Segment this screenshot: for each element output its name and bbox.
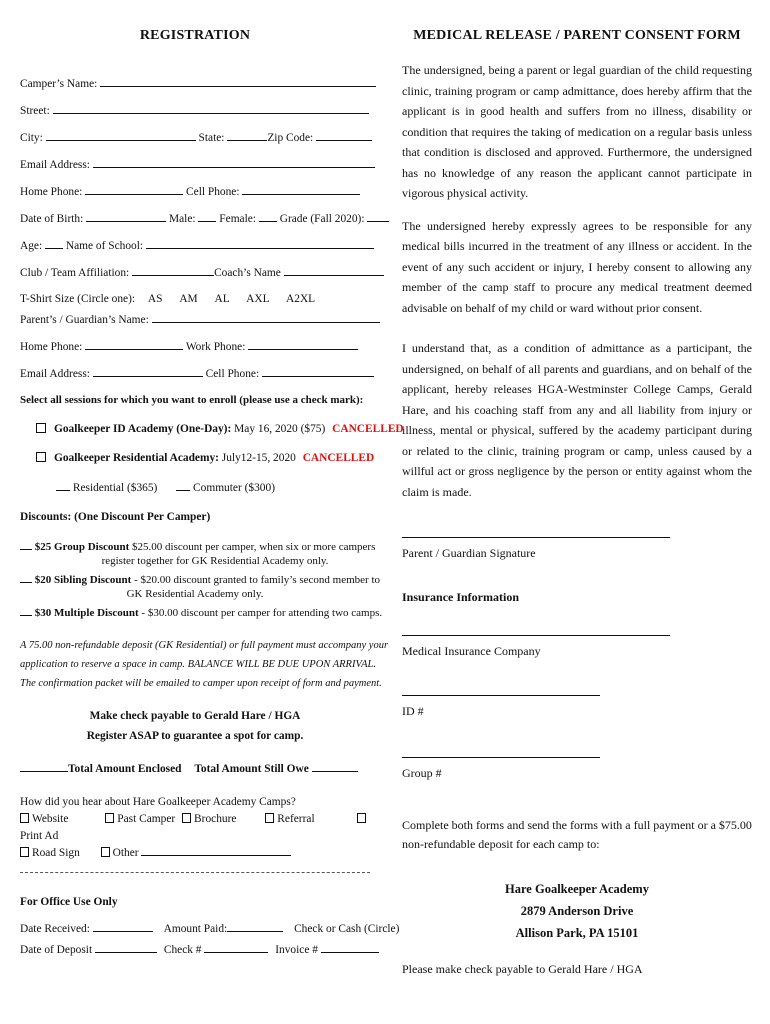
guardian-email-label: Email Address: bbox=[20, 368, 90, 380]
street-label: Street: bbox=[20, 105, 50, 117]
date-received-field[interactable] bbox=[93, 921, 153, 932]
school-field[interactable] bbox=[146, 238, 374, 249]
discount-multiple-row bbox=[20, 605, 383, 620]
session-2-checkbox[interactable] bbox=[36, 452, 46, 462]
office-use-title: For Office Use Only bbox=[20, 896, 118, 908]
date-received-label: Date Received: bbox=[20, 923, 90, 935]
consent-paragraph-1: The undersigned, being a parent or legal guardian of the child requesting clinic, training program or camp admittance, does hereby affirm that the applicant is in good health and suffers from no illness, disability or condition that requires the taking of medication on a regular basis unless that condition is disclosed and approved. Furthermore, the undersigned has no knowledge of any reason the applicant cannot participate in vigorous physical activity. bbox=[402, 63, 752, 200]
session-2-name: Goalkeeper Residential Academy: bbox=[54, 452, 219, 464]
signature-field[interactable] bbox=[402, 536, 670, 538]
deposit-note bbox=[20, 636, 389, 693]
camper-name-field[interactable] bbox=[100, 76, 376, 87]
male-field[interactable] bbox=[198, 211, 216, 222]
club-field[interactable] bbox=[132, 265, 214, 276]
insurance-company-field[interactable] bbox=[402, 634, 670, 636]
cell-phone-field[interactable] bbox=[242, 184, 360, 195]
insurance-company-label: Medical Insurance Company bbox=[402, 644, 541, 658]
total-owe-label: Total Amount Still Owe bbox=[194, 763, 309, 775]
home-phone-label: Home Phone: bbox=[20, 186, 83, 198]
totals-row bbox=[20, 761, 370, 776]
grade-field[interactable] bbox=[367, 211, 389, 222]
hear-question: How did you hear about Hare Goalkeeper Academy Camps? bbox=[20, 796, 296, 808]
city-label: City: bbox=[20, 132, 43, 144]
discount-group-text: $25.00 discount per camper, when six or more campers bbox=[132, 541, 376, 553]
payable-note: Please make check payable to Gerald Hare / HGA bbox=[402, 962, 643, 976]
other-checkbox[interactable] bbox=[101, 847, 110, 857]
dob-label: Date of Birth: bbox=[20, 213, 84, 225]
guardian-phone-row bbox=[20, 339, 370, 354]
referral-checkbox[interactable] bbox=[265, 813, 274, 823]
office-row-1 bbox=[20, 921, 400, 936]
mailing-address bbox=[402, 878, 752, 944]
residential-label: Residential ($365) bbox=[72, 482, 158, 494]
signature-label: Parent / Guardian Signature bbox=[402, 546, 536, 560]
address-line-1: 2879 Anderson Drive bbox=[520, 904, 634, 918]
guardian-email-field[interactable] bbox=[93, 366, 203, 377]
address-line-2: Allison Park, PA 15101 bbox=[515, 926, 639, 940]
work-phone-label: Work Phone: bbox=[185, 341, 246, 353]
home-phone-field[interactable] bbox=[85, 184, 183, 195]
guardian-name-label: Parent’s / Guardian’s Name: bbox=[20, 314, 149, 326]
discount-group-name: $25 Group Discount bbox=[34, 541, 130, 553]
guardian-name-field[interactable] bbox=[152, 312, 380, 323]
age-label: Age: bbox=[20, 240, 43, 252]
select-sessions-text: Select all sessions for which you want to enroll (please use a check mark): bbox=[20, 394, 364, 406]
medical-release-column bbox=[402, 28, 752, 976]
discount-group-row bbox=[20, 539, 376, 554]
total-owe-field[interactable] bbox=[312, 761, 358, 772]
deposit-note-line-1: A 75.00 non-refundable deposit (GK Residential) or full payment must accompany your bbox=[20, 640, 389, 651]
brochure-checkbox[interactable] bbox=[182, 813, 191, 823]
group-label: Group # bbox=[402, 766, 442, 780]
amount-paid-label: Amount Paid: bbox=[163, 923, 228, 935]
tshirt-size-option[interactable]: AM bbox=[179, 293, 198, 305]
check-no-label: Check # bbox=[163, 944, 202, 956]
coach-field[interactable] bbox=[284, 265, 384, 276]
hear-option-website: Website bbox=[32, 813, 69, 825]
female-field[interactable] bbox=[259, 211, 277, 222]
dob-row bbox=[20, 211, 370, 226]
guardian-home-phone-label: Home Phone: bbox=[20, 341, 83, 353]
zip-label: Zip Code: bbox=[267, 132, 314, 144]
hear-option-past-camper: Past Camper bbox=[117, 813, 176, 825]
session-2-status: CANCELLED bbox=[302, 452, 375, 464]
session-1-row bbox=[20, 422, 404, 436]
check-no-field[interactable] bbox=[204, 942, 268, 953]
deposit-note-line-3: The confirmation packet will be emailed to camper upon receipt of form and payment. bbox=[20, 678, 382, 689]
club-label: Club / Team Affiliation: bbox=[20, 267, 130, 279]
session-1-status: CANCELLED bbox=[332, 423, 404, 435]
other-field[interactable] bbox=[141, 845, 291, 856]
discount-sibling-text: - $20.00 discount granted to family’s second member to bbox=[134, 574, 381, 586]
date-deposit-field[interactable] bbox=[95, 942, 157, 953]
email-row bbox=[20, 157, 370, 172]
dob-field[interactable] bbox=[86, 211, 166, 222]
city-field[interactable] bbox=[46, 130, 196, 141]
zip-field[interactable] bbox=[316, 130, 372, 141]
discount-multiple-text: - $30.00 discount per camper for attending two camps. bbox=[141, 607, 383, 619]
male-label: Male: bbox=[169, 213, 196, 225]
check-payable-text: Make check payable to Gerald Hare / HGA bbox=[89, 710, 301, 722]
office-row-2 bbox=[20, 942, 370, 957]
hear-option-print-ad: Print Ad bbox=[20, 830, 59, 842]
hear-option-brochure: Brochure bbox=[194, 813, 237, 825]
tshirt-size-option[interactable]: A2XL bbox=[286, 293, 316, 305]
hear-options-row-1 bbox=[20, 811, 370, 845]
state-label: State: bbox=[198, 132, 225, 144]
discount-sibling-text-2: GK Residential Academy only. bbox=[126, 588, 264, 600]
street-field[interactable] bbox=[53, 103, 369, 114]
session-1-name: Goalkeeper ID Academy (One-Day): bbox=[54, 423, 232, 435]
guardian-cell-label: Cell Phone: bbox=[205, 368, 260, 380]
website-checkbox[interactable] bbox=[20, 813, 29, 823]
session-2-options-row bbox=[20, 480, 370, 495]
state-field[interactable] bbox=[227, 130, 267, 141]
discount-sibling-row bbox=[20, 572, 381, 587]
session-2-row bbox=[20, 451, 375, 465]
total-enclosed-field[interactable] bbox=[20, 761, 68, 772]
club-row bbox=[20, 265, 370, 280]
register-asap-text: Register ASAP to guarantee a spot for camp. bbox=[86, 730, 304, 742]
guardian-email-row bbox=[20, 366, 370, 381]
session-2-date: July12-15, 2020 bbox=[221, 452, 296, 464]
insurance-title: Insurance Information bbox=[402, 590, 520, 604]
discount-multiple-field[interactable] bbox=[20, 605, 32, 616]
id-label: ID # bbox=[402, 704, 424, 718]
session-1-checkbox[interactable] bbox=[36, 423, 46, 433]
hear-option-other: Other bbox=[112, 847, 139, 859]
guardian-name-row bbox=[20, 312, 370, 327]
grade-label: Grade (Fall 2020): bbox=[279, 213, 365, 225]
cell-phone-label: Cell Phone: bbox=[186, 186, 240, 198]
guardian-home-phone-field[interactable] bbox=[85, 339, 183, 350]
past-camper-checkbox[interactable] bbox=[105, 813, 114, 823]
discount-sibling-field[interactable] bbox=[20, 572, 32, 583]
total-enclosed-label: Total Amount Enclosed bbox=[68, 763, 182, 775]
commuter-field[interactable] bbox=[176, 480, 190, 491]
print-ad-checkbox[interactable] bbox=[357, 813, 366, 823]
email-field[interactable] bbox=[93, 157, 375, 168]
divider bbox=[20, 872, 370, 873]
session-1-date: May 16, 2020 ($75) bbox=[234, 423, 326, 435]
consent-paragraph-3: I understand that, as a condition of admittance as a participant, the undersigned, on behalf of all parents and guardians, and on behalf of the applicant, hereby releases HGA-Westminster College Camps, Gerald Hare, and his coaching staff from any and all liability from injury or illness, mental or physical, suffered by the academy participant during or related to the clinic, training program or camp, unless caused by a willful act or gross negligence by the person or entity against whom the claim is made. bbox=[402, 341, 752, 499]
street-row bbox=[20, 103, 370, 118]
commuter-label: Commuter ($300) bbox=[193, 482, 275, 494]
discount-group-text-2: register together for GK Residential Academy only. bbox=[101, 555, 329, 567]
discount-multiple-name: $30 Multiple Discount bbox=[34, 607, 139, 619]
deposit-note-line-2: application to reserve a space in camp. BALANCE WILL BE DUE UPON ARRIVAL. bbox=[20, 659, 376, 670]
tshirt-row bbox=[20, 292, 370, 306]
camper-name-label: Camper’s Name: bbox=[20, 78, 98, 90]
road-sign-checkbox[interactable] bbox=[20, 847, 29, 857]
hear-options-row-2 bbox=[20, 845, 370, 862]
tshirt-size-option[interactable]: AL bbox=[214, 293, 230, 305]
check-or-cash-label: Check or Cash (Circle) bbox=[294, 923, 400, 935]
medical-release-title: MEDICAL RELEASE / PARENT CONSENT FORM bbox=[413, 28, 741, 43]
age-field[interactable] bbox=[45, 238, 63, 249]
id-field[interactable] bbox=[402, 694, 600, 696]
hear-option-road-sign: Road Sign bbox=[32, 847, 80, 859]
org-name: Hare Goalkeeper Academy bbox=[505, 882, 649, 896]
date-deposit-label: Date of Deposit bbox=[20, 944, 93, 956]
camper-name-row bbox=[20, 76, 370, 91]
consent-paragraph-2: The undersigned hereby expressly agrees to be responsible for any medical bills incurred in the treatment of any illness or accident. In the event of any such accident or injury, I hereby consent to allowing any member of the camp staff to procure any medical treatment deemed advisable on behalf of my child or ward without prior consent. bbox=[402, 218, 752, 315]
invoice-no-field[interactable] bbox=[321, 942, 379, 953]
city-row bbox=[20, 130, 370, 145]
residential-field[interactable] bbox=[56, 480, 70, 491]
registration-title: REGISTRATION bbox=[139, 28, 251, 43]
tshirt-label: T-Shirt Size (Circle one): bbox=[20, 293, 136, 305]
phone-row bbox=[20, 184, 370, 199]
school-label: Name of School: bbox=[65, 240, 144, 252]
hear-option-referral: Referral bbox=[277, 813, 315, 825]
registration-column bbox=[20, 28, 404, 957]
discount-sibling-name: $20 Sibling Discount bbox=[34, 574, 132, 586]
amount-paid-field[interactable] bbox=[227, 921, 283, 932]
coach-label: Coach’s Name bbox=[214, 267, 281, 279]
female-label: Female: bbox=[219, 213, 256, 225]
email-label: Email Address: bbox=[20, 159, 90, 171]
complete-note: Complete both forms and send the forms with a full payment or a $75.00 non-refundable deposit for each camp to: bbox=[402, 818, 752, 851]
work-phone-field[interactable] bbox=[248, 339, 358, 350]
discount-group-field[interactable] bbox=[20, 539, 32, 550]
invoice-no-label: Invoice # bbox=[275, 944, 318, 956]
guardian-cell-field[interactable] bbox=[262, 366, 374, 377]
tshirt-size-option[interactable]: AXL bbox=[246, 293, 270, 305]
age-row bbox=[20, 238, 370, 253]
discounts-title: Discounts: (One Discount Per Camper) bbox=[20, 511, 211, 523]
tshirt-size-option[interactable]: AS bbox=[147, 293, 163, 305]
group-field[interactable] bbox=[402, 756, 600, 758]
